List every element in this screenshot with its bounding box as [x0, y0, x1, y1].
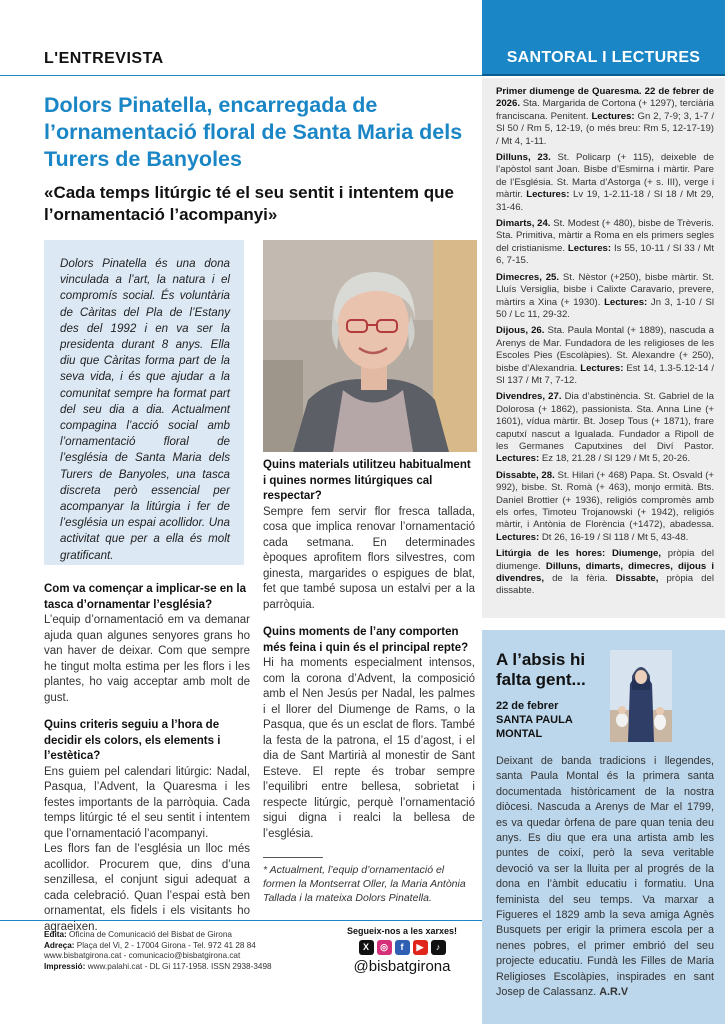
- youtube-icon[interactable]: ▶: [413, 940, 428, 955]
- question-1: Com va començar a implicar-se en la tasca d’ornamentar l’església?: [44, 583, 246, 611]
- intro-box: [44, 240, 244, 565]
- absis-date: [496, 699, 616, 741]
- top-band-blue: [482, 0, 725, 40]
- edita-value: Oficina de Comunicació del Bisbat de Girona: [69, 930, 232, 939]
- liturgia-hores: Litúrgia de les hores: Diumenge, pròpia del diumenge. Dilluns, dimarts, dimecres, dijous i divendres, de la fèria. Dissabte, pròpia del dissabte.: [496, 548, 715, 597]
- portrait-photo: [263, 240, 477, 452]
- question-2: Quins criteris seguiu a l’hora de decidir els colors, els elements i l’estètica?: [44, 719, 221, 762]
- santoral-entry: Divendres, 27. Dia d’abstinència. St. Gabriel de la Dolorosa (+ 1862), passionista. Sta. Anna Line (+ 1601), vídua màrtir. Bt. Josep Tous (+ 1871), frare caputxí nascut a Igualada. Fundador a Ripoll de les Germanes Caputxines del Diví Pastor. Lectures: Ez 18, 21.28 / Sl 129 / Mt 5, 20-26.: [496, 391, 714, 465]
- absis-panel: [482, 630, 725, 1024]
- interview-column-1: [44, 582, 250, 935]
- santoral-entry: Dilluns, 23. St. Policarp (+ 115), deixeble de l’apòstol sant Joan. Bisbe d’Esmirna i màrtir. Pare de l’Església. St. Marta d’Astorga (+ s. III), verge i màrtir. Lectures: Lv 19, 1-2.11-18 / Sl 18 / Mt 29, 31-46.: [496, 152, 715, 213]
- section-header-left: [0, 40, 482, 76]
- intro-text: Dolors Pinatella és una dona vinculada a l’art, la natura i el compromís social. És voluntària de Càritas del Pla de l’Estany des del 1992 i en va ser la presidenta durant 8 anys. Ella diu que Càritas forma part de la seva vida, i és que ajudar a la comunitat sempre ha format part del seu dia a dia. Actualment compagina l’acció social amb l’ornamentació floral de l’església de Santa Maria dels Turers de Banyoles, una tasca discreta però essencial per acompanyar la litúrgia i fer de l’església un espai acollidor. Una activitat que per a ella és molt gratificant.: [60, 257, 230, 562]
- absis-signature: A.R.V: [599, 986, 629, 999]
- tiktok-icon[interactable]: ♪: [431, 940, 446, 955]
- absis-saint-name: SANTA PAULA MONTAL: [496, 714, 573, 740]
- answer-2b: Les flors fan de l’església un lloc més acollidor. Procurem que, dins d’una senzillesa, el conjunt sigui adequat a cada celebració. Quan l’espai està ben ornamentat, els fidels i els visitants ho agraeixen.: [44, 843, 250, 933]
- adreca-value: Plaça del Vi, 2 - 17004 Girona - Tel. 972 41 28 84: [76, 940, 256, 950]
- footer-info: [44, 930, 314, 972]
- impressio-label: Impressió:: [44, 961, 86, 971]
- santoral-entry: Dissabte, 28. St. Hilari (+ 468) Papa. St. Osvald (+ 992), bisbe. St. Romà (+ 463), monjo ermità. Bts. Daniel Brottier (+ 1936), religiós compromès amb els orfes, Timoteu Trojanowski (+ 1942), religiós màrtir, i Antònia de Florència (+1472), abadessa. Lectures: Dt 26, 16-19 / Sl 118 / Mt 5, 43-48.: [496, 469, 714, 543]
- edita-label: Edita:: [44, 930, 67, 939]
- absis-text: [496, 754, 714, 1001]
- saint-painting-illustration: [610, 650, 672, 742]
- social-block: [330, 926, 474, 975]
- absis-body: Deixant de banda tradicions i llegendes, santa Paula Montal és la primera santa documentada històricament de la nostra diòcesi. Nascuda a Arenys de Mar el 1799, es va quedar òrfena de pare quan tenia deu anys. Es diu que era una artista amb les puntes de coixí, però la seva veritable devoció va ser la lluita per al progrés de la dona en l’àmbit educatiu i formatiu. Una feminista del seu temps. Va marxar a Figueres el 1829 amb la seva amiga Agnès Busquets per erigir la primera escola per a nenes pobres, el primer embrió del seu projecte educatiu. Fundà les Filles de Maria Religioses Escolàpies, inspirades en sant Josep de Calassanz.: [496, 755, 714, 999]
- top-band: [0, 0, 725, 40]
- article-title: Dolors Pinatella, encarregada de l’ornamentació floral de Santa Maria dels Turers de Banyoles: [44, 93, 463, 171]
- adreca-label: Adreça:: [44, 940, 75, 950]
- interview-column-2: [263, 458, 475, 842]
- social-icons: [330, 940, 474, 955]
- x-icon[interactable]: X: [359, 940, 374, 955]
- answer-1: L’equip d’ornamentació em va demanar ajuda quan algunes senyores grans ho van haver de deixar. Com que sempre he tingut molta estima per les flors i les plantes, ho vaig acceptar amb molt de gust.: [44, 614, 250, 704]
- absis-date-value: 22 de febrer: [496, 700, 559, 712]
- footnote-divider: [263, 857, 323, 858]
- question-4: Quins moments de l’any comporten més feina i quin és el principal repte?: [263, 626, 469, 654]
- answer-3: Sempre fem servir flor fresca tallada, cosa que implica renovar l’ornamentació cada setmana. En determinades èpoques aprofitem flors silvestres, com ginesta, margarides o espigues de blat, fet que també suposa un estalvi per a la parròquia.: [263, 505, 475, 611]
- saint-painting: [610, 650, 672, 742]
- answer-2: Ens guiem pel calendari litúrgic: Nadal, Pasqua, l’Advent, la Quaresma i les festes importants de la parròquia. Cada temps litúrgic té el seu sentit i intentem que l’ornamentació l’acompanyi.: [44, 765, 250, 840]
- web-contact[interactable]: www.bisbatgirona.cat - comunicacio@bisbatgirona.cat: [44, 951, 241, 961]
- santoral-entry: Dijous, 26. Sta. Paula Montal (+ 1889), nascuda a Arenys de Mar. Fundadora de les religioses de les Escoles Pies (Escolàpies). St. Alexandre (+ 250), bisbe d’Alexandria. Lectures: Est 14, 1.3-5.12-14 / Sl 137 / Mt 7, 7-12.: [496, 325, 715, 386]
- social-heading: Segueix-nos a les xarxes!: [346, 926, 458, 936]
- article-subtitle: «Cada temps litúrgic té el seu sentit i intentem que l’ornamentació l’acompanyi»: [44, 183, 454, 224]
- footer-divider: [0, 920, 482, 921]
- portrait-illustration: [263, 240, 477, 452]
- impressio-value: www.palahi.cat - DL Gi 117-1958. ISSN 2938-3498: [87, 961, 272, 971]
- section-label: L'ENTREVISTA: [44, 50, 164, 67]
- absis-title: A l’absis hi falta gent...: [496, 650, 586, 689]
- santoral-list: [496, 86, 714, 602]
- social-handle[interactable]: @bisbatgirona: [353, 958, 451, 975]
- question-3: Quins materials utilitzeu habitualment i quines normes litúrgiques cal respectar?: [263, 459, 471, 502]
- santoral-label: SANTORAL I LECTURES: [506, 49, 701, 66]
- footnote: * Actualment, l’equip d’ornamentació el formen la Montserrat Oller, la Maria Antònia Tallada i la mateixa Dolors Pinatella.: [263, 864, 466, 904]
- santoral-entry: Dimarts, 24. St. Modest (+ 480), bisbe de Trèveris. Sta. Primitiva, màrtir a Roma en els primers segles del cristianisme. Lectures: Is 55, 10-11 / Sl 33 / Mt 6, 7-15.: [496, 218, 714, 267]
- instagram-icon[interactable]: ◎: [377, 940, 392, 955]
- answer-4: Hi ha moments especialment intensos, com la corona d’Advent, la composició amb el Nen Jesús per Nadal, les palmes i el llorer del Diumenge de Rams, o la Pasqua, que és un esclat de flors. També la festa de la patrona, el 15 d’agost, i el dia de Sant Martirià al monestir de Sant Esteve. El repte és trobar sempre l’equilibri entre bellesa, sobrietat i respecte litúrgic, perquè l’ornamentació sigui digna i realci la bellesa de l’església.: [263, 657, 475, 840]
- santoral-panel: [482, 78, 725, 618]
- santoral-entry: Primer diumenge de Quaresma. 22 de febrer de 2026. Sta. Margarida de Cortona (+ 1297), terciària franciscana. Penitent. Lectures: Gn 2, 7-9; 3, 1-7 / Sl 50 / Rm 5, 12-19, (o més breu: Rm 5, 12-17-19) / Mt 4, 1-11.: [496, 86, 714, 147]
- facebook-icon[interactable]: f: [395, 940, 410, 955]
- section-header-right: [482, 40, 725, 76]
- santoral-entry: Dimecres, 25. St. Nèstor (+250), bisbe màrtir. St. Lluís Versiglia, bisbe i Calixte Caravario, prevere, màrtirs a Xina (+ 1930). Lectures: Jn 3, 1-10 / Sl 50 / Lc 11, 29-32.: [496, 271, 715, 320]
